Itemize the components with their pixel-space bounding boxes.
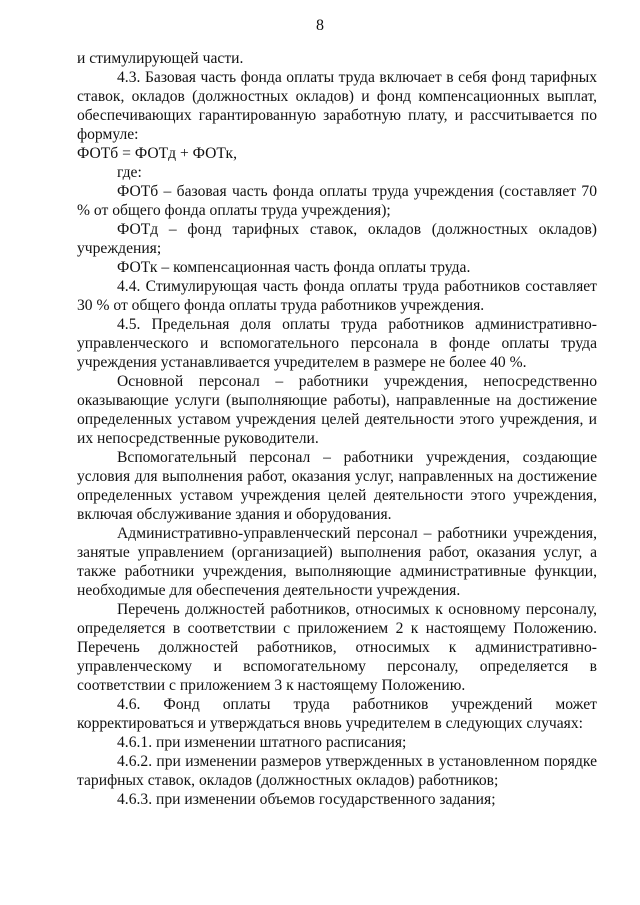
definition-fotd: ФОТд – фонд тарифных ставок, окладов (должностных окладов) учреждения;: [77, 221, 597, 257]
where-label: где:: [117, 164, 142, 181]
paragraph-positions-list: Перечень должностей работников, относимых к основному персоналу, определяется в соответствии с приложением 2 к настоящему Положению. Перечень должностей работников, относимых к административно-управленческому и вспомогательному персоналу, определяется в соответствии с приложением 3 к настоящему Положению.: [77, 601, 597, 694]
section-4-4: 4.4. Стимулирующая часть фонда оплаты труда работников составляет 30 % от общего фонда оплаты труда работников учреждения.: [77, 278, 597, 314]
paragraph-support-staff: Вспомогательный персонал – работники учреждения, создающие условия для выполнения работ, оказания услуг, направленных на достижение определенных уставом учреждения целей деятельности этого учреждения, включая обслуживание здания и оборудования.: [77, 449, 597, 523]
definition-fotb: ФОТб – базовая часть фонда оплаты труда учреждения (составляет 70 % от общего фонда оплаты труда учреждения);: [77, 183, 597, 219]
document-body: [77, 49, 597, 809]
page-number: 8: [316, 17, 324, 34]
paragraph-admin-staff: Административно-управленческий персонал – работники учреждения, занятые управлением (организацией) выполнения работ, оказания услуг, а также работники учреждения, выполняющие административные функции, необходимые для обеспечения деятельности учреждения.: [77, 525, 597, 599]
section-4-6-1: 4.6.1. при изменении штатного расписания;: [117, 734, 407, 751]
section-4-6-2: 4.6.2. при изменении размеров утвержденных в установленном порядке тарифных ставок, окладов (должностных окладов) работников;: [77, 753, 597, 789]
section-4-6: 4.6. Фонд оплаты труда работников учреждений может корректироваться и утверждаться вновь учредителем в следующих случаях:: [77, 696, 597, 732]
paragraph-main-staff: Основной персонал – работники учреждения, непосредственно оказывающие услуги (выполняющие работы), направленные на достижение определенных уставом учреждения целей деятельности этого учреждения, и их непосредственные руководители.: [77, 373, 597, 447]
section-4-6-3: 4.6.3. при изменении объемов государственного задания;: [117, 791, 496, 808]
formula: ФОТб = ФОТд + ФОТк,: [77, 145, 238, 162]
section-4-5: 4.5. Предельная доля оплаты труда работников административно-управленческого и вспомогательного персонала в фонде оплаты труда учреждения устанавливается учредителем в размере не более 40 %.: [77, 316, 597, 371]
definition-fotk: ФОТк – компенсационная часть фонда оплаты труда.: [117, 259, 471, 276]
paragraph: 4.3. Базовая часть фонда оплаты труда включает в себя фонд тарифных ставок, окладов (должностных окладов) и фонд компенсационных выплат, обеспечивающих гарантированную заработную плату, и рассчитывается по формуле:: [77, 69, 597, 143]
paragraph: и стимулирующей части.: [77, 50, 244, 67]
